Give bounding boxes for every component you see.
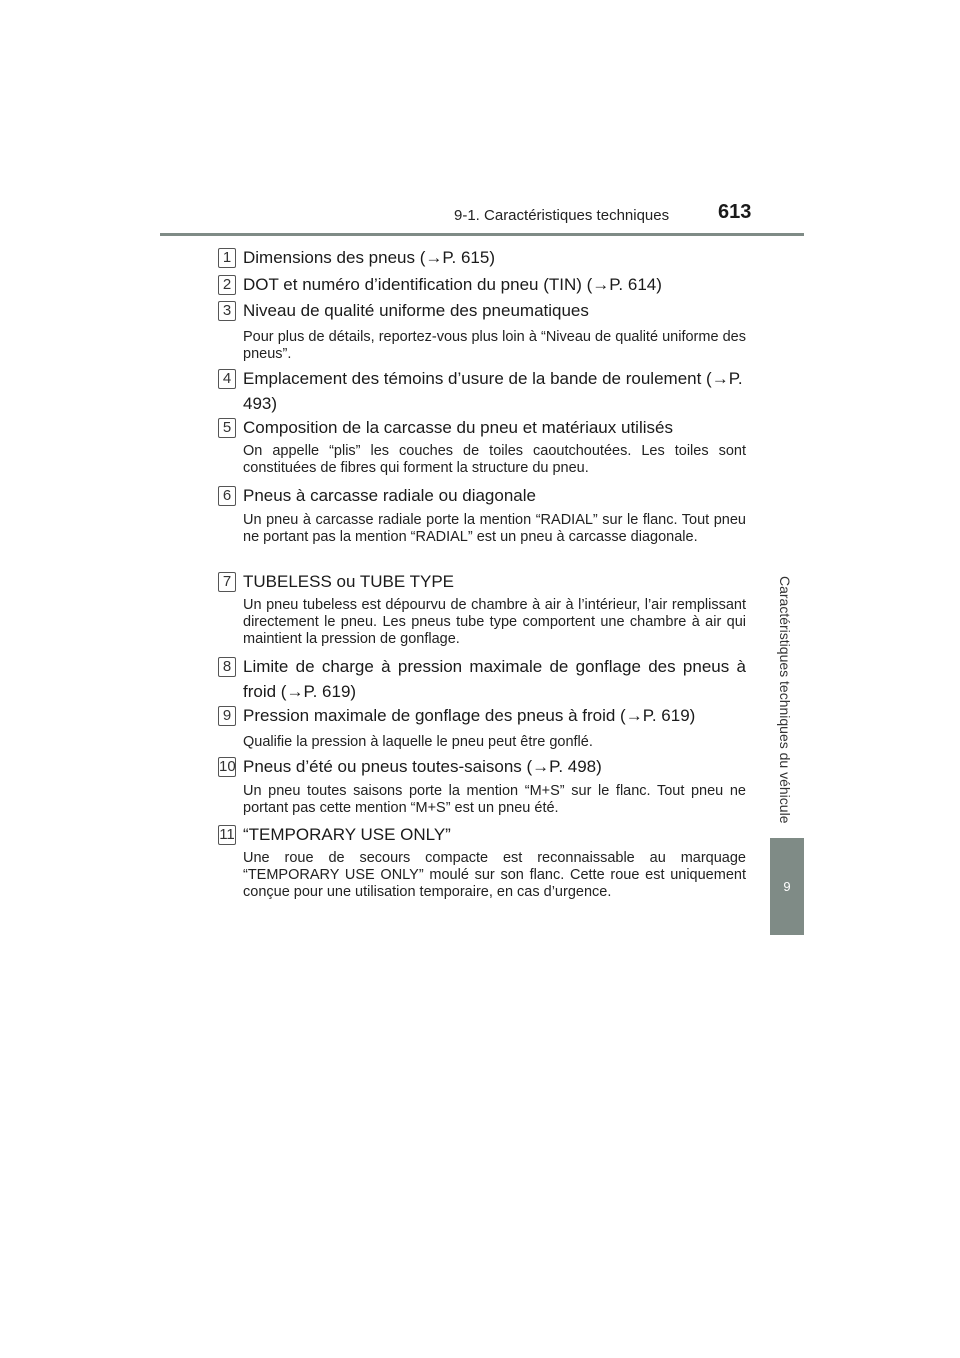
item-title: Niveau de qualité uniforme des pneumatiques <box>243 301 589 320</box>
item-number-badge: 5 <box>218 418 236 438</box>
item-number-badge: 3 <box>218 301 236 321</box>
item-title: Limite de charge à pression maximale de gonflage des pneus à froid (→P. 619) <box>243 657 746 701</box>
item-number-badge: 9 <box>218 706 236 726</box>
item-description: Qualifie la pression à laquelle le pneu peut être gonflé. <box>243 734 593 750</box>
item-number-badge: 10 <box>219 758 236 775</box>
item-title: DOT et numéro d’identification du pneu (TIN) (→P. 614) <box>243 275 662 294</box>
item-number-badge: 8 <box>218 657 236 677</box>
item-title: Composition de la carcasse du pneu et matériaux utilisés <box>243 418 673 437</box>
item-number-badge: 7 <box>218 572 236 592</box>
section-title: 9-1. Caractéristiques techniques <box>454 207 670 224</box>
chapter-tab-number: 9 <box>783 879 791 894</box>
item-number-badge: 6 <box>218 486 236 506</box>
item-description: Une roue de secours compacte est reconnaissable au marquage “TEMPORARY USE ONLY” moulé sur son flanc. Cette roue est uniquement conçue pour une utilisation temporaire, en cas d’urgence. <box>243 850 746 900</box>
item-description: Un pneu tubeless est dépourvu de chambre à air à l’intérieur, l’air remplissant directement le pneu. Les pneus tube type comportent une chambre à air qui maintient la pression de gonflage. <box>243 597 746 647</box>
item-title: Dimensions des pneus (→P. 615) <box>243 248 495 267</box>
header-divider <box>160 233 804 236</box>
item-title: Emplacement des témoins d’usure de la bande de roulement (→P. 493) <box>243 369 743 413</box>
page-number: 613 <box>718 201 752 223</box>
item-description: Un pneu à carcasse radiale porte la mention “RADIAL” sur le flanc. Tout pneu ne portant pas la mention “RADIAL” est un pneu à carcasse diagonale. <box>243 512 746 545</box>
item-description: On appelle “plis” les couches de toiles caoutchoutées. Les toiles sont constituées de fibres qui forment la structure du pneu. <box>243 443 746 476</box>
item-title: Pression maximale de gonflage des pneus à froid (→P. 619) <box>243 706 696 725</box>
item-number-badge: 2 <box>218 275 236 295</box>
item-description: Un pneu toutes saisons porte la mention “M+S” sur le flanc. Tout pneu ne portant pas cette mention “M+S” est un pneu été. <box>243 783 746 816</box>
chapter-label-text: Caractéristiques techniques du véhicule <box>777 576 793 824</box>
chapter-side-label <box>770 560 800 840</box>
item-number-badge: 1 <box>218 248 236 268</box>
item-number-badge: 11 <box>219 826 235 843</box>
item-description: Pour plus de détails, reportez-vous plus loin à “Niveau de qualité uniforme des pneus”. <box>243 329 746 362</box>
item-title: Pneus d’été ou pneus toutes-saisons (→P. 498) <box>243 757 602 776</box>
item-title: Pneus à carcasse radiale ou diagonale <box>243 486 536 505</box>
item-title: “TEMPORARY USE ONLY” <box>243 825 451 844</box>
item-number-badge: 4 <box>218 369 236 389</box>
item-title: TUBELESS ou TUBE TYPE <box>243 572 455 591</box>
chapter-tab[interactable] <box>770 838 804 935</box>
